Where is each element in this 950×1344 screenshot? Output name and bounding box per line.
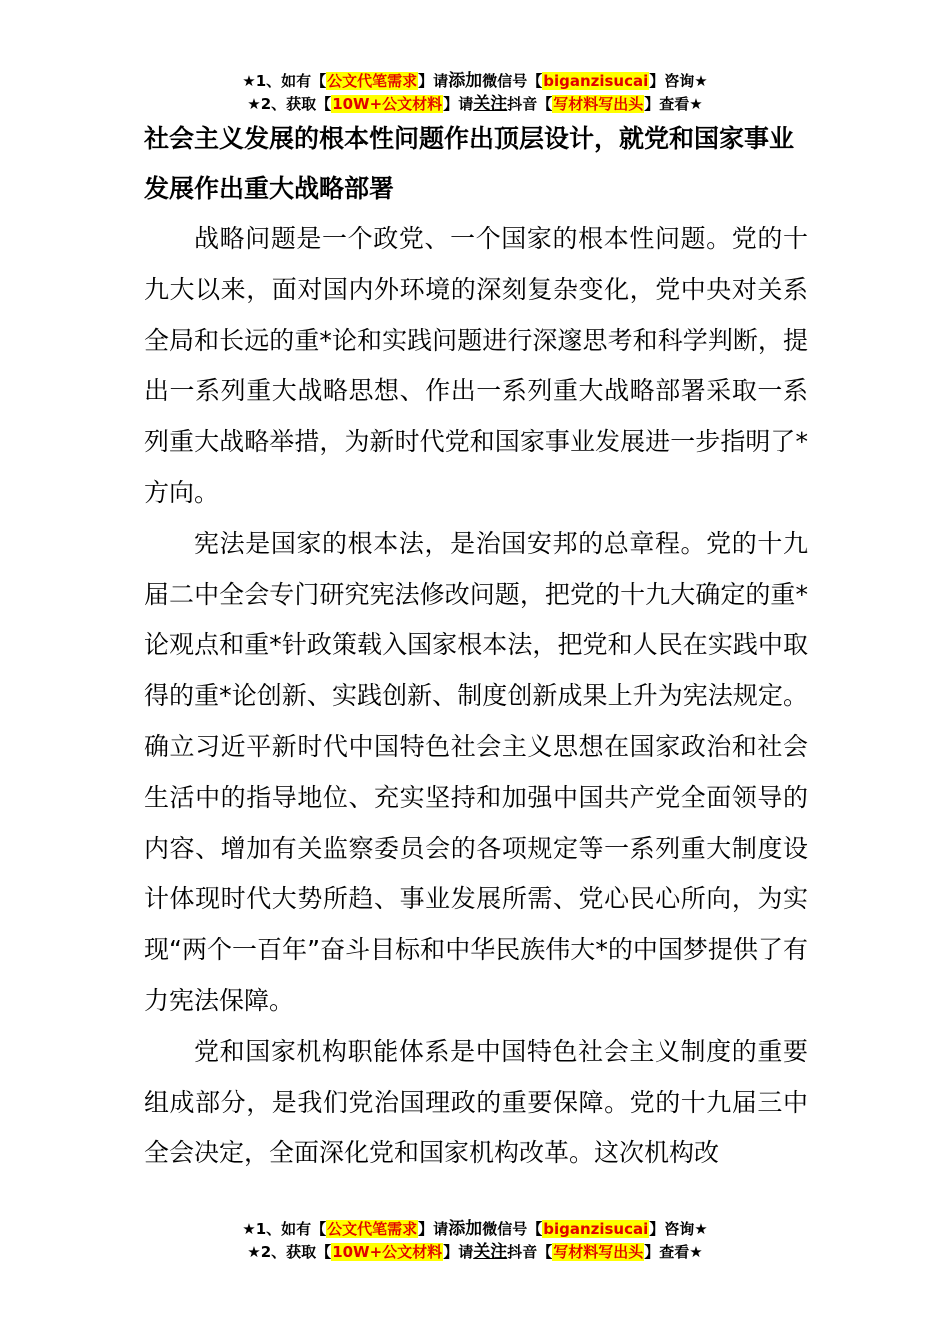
banner-text: ★2、获取【 [247,1243,332,1261]
banner-text: 】咨询★ [649,72,708,90]
banner-text: 】请 [418,1220,449,1238]
document-body [144,114,808,1179]
paragraph-institutions: 党和国家机构职能体系是中国特色社会主义制度的重要组成部分，是我们党治国理政的重要保障。党的十九届三中全会决定，全面深化党和国家机构改革。这次机构改 [144,1036,808,1168]
highlight-wechat-id: biganzisucai [543,72,649,90]
banner-emphasis: 关注 [473,94,508,114]
banner-text: 】请 [418,72,449,90]
banner-text: 】请 [443,95,474,113]
banner-text: ★2、获取【 [247,95,332,113]
banner-emphasis: 关注 [473,1242,508,1262]
paragraph-strategy: 战略问题是一个政党、一个国家的根本性问题。党的十九大以来，面对国内外环境的深刻复杂变化，党中央对关系全局和长远的重*论和实践问题进行深邃思考和科学判断，提出一系列重大战略思想、作出一系列重大战略部署采取一系列重大战略举措，为新时代党和国家事业发展进一步指明了*方向。 [144,224,808,507]
banner-text: 抖音【 [507,95,553,113]
banner-text: 】咨询★ [649,1220,708,1238]
banner-emphasis: 添加 [448,71,483,91]
highlight-materials: 10W+公文材料 [332,1243,443,1261]
header-banner [0,70,950,116]
highlight-ghostwriting: 公文代笔需求 [327,72,418,90]
highlight-douyin: 写材料写出头 [553,1243,644,1261]
footer-banner [0,1218,950,1264]
section-heading: 社会主义发展的根本性问题作出顶层设计，就党和国家事业发展作出重大战略部署 [144,124,795,203]
banner-text: 】查看★ [644,1243,703,1261]
banner-line-1 [0,70,950,93]
highlight-wechat-id: biganzisucai [543,1220,649,1238]
highlight-materials: 10W+公文材料 [332,95,443,113]
banner-text: 】请 [443,1243,474,1261]
banner-text: ★1、如有【 [242,1220,327,1238]
banner-text: 微信号【 [482,1220,543,1238]
highlight-douyin: 写材料写出头 [553,95,644,113]
banner-text: 微信号【 [482,72,543,90]
banner-text: 抖音【 [507,1243,553,1261]
banner-line-1 [0,1218,950,1241]
paragraph-constitution: 宪法是国家的根本法，是治国安邦的总章程。党的十九届二中全会专门研究宪法修改问题，把党的十九大确定的重*论观点和重*针政策载入国家根本法，把党和人民在实践中取得的重*论创新、实践创新、制度创新成果上升为宪法规定。确立习近平新时代中国特色社会主义思想在国家政治和社会生活中的指导地位、充实坚持和加强中国共产党全面领导的内容、增加有关监察委员会的各项规定等一系列重大制度设计体现时代大势所趋、事业发展所需、党心民心所向，为实现“两个一百年”奋斗目标和中华民族伟大*的中国梦提供了有力宪法保障。 [144,528,808,1015]
banner-text: ★1、如有【 [242,72,327,90]
banner-line-2 [0,93,950,116]
banner-text: 】查看★ [644,95,703,113]
banner-emphasis: 添加 [448,1219,483,1239]
highlight-ghostwriting: 公文代笔需求 [327,1220,418,1238]
banner-line-2 [0,1241,950,1264]
